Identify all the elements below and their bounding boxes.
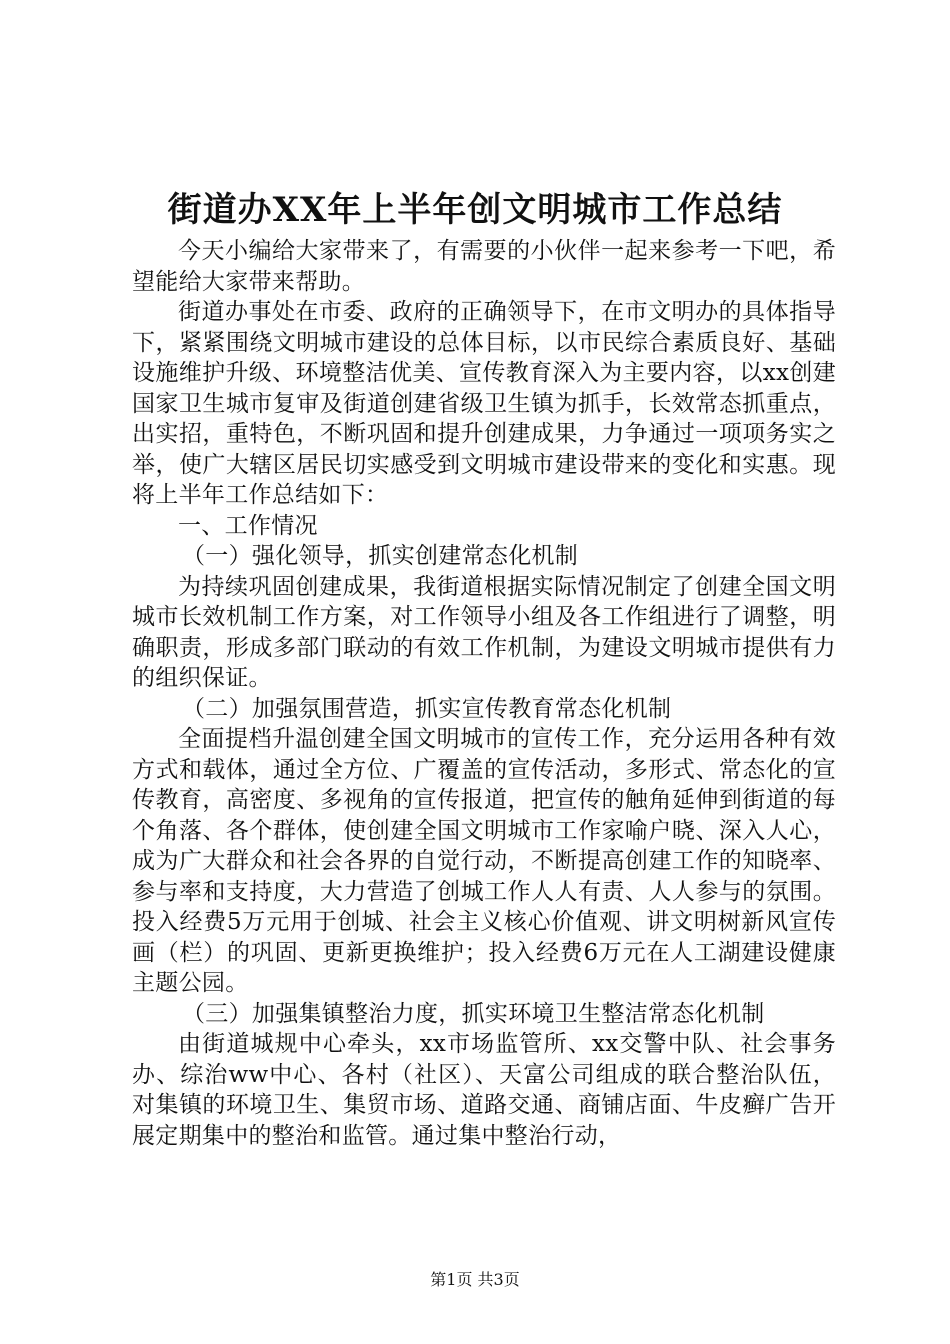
subsection-heading-3: （三）加强集镇整治力度，抓实环境卫生整洁常态化机制: [182, 1000, 765, 1027]
section-heading-work-status: 一、工作情况: [178, 512, 318, 539]
subsection-heading-2: （二）加强氛围营造，抓实宣传教育常态化机制: [182, 695, 672, 722]
paragraph-overview: 街道办事处在市委、政府的正确领导下，在市文明办的具体指导下，紧紧围绕文明城市建设的总体目标，以市民综合素质良好、基础设施维护升级、环境整洁优美、宣传教育深入为主要内容，以xx创建国家卫生城市复审及街道创建省级卫生镇为抓手，长效常态抓重点，出实招，重特色，不断巩固和提升创建成果，力争通过一项项务实之举，使广大辖区居民切实感受到文明城市建设带来的变化和实惠。现将上半年工作总结如下：: [132, 299, 836, 508]
document-title: 街道办XX年上半年创文明城市工作总结: [167, 190, 783, 230]
document-body: [132, 236, 836, 1151]
paragraph-environment: 由街道城规中心牵头，xx市场监管所、xx交警中队、社会事务办、综治ww中心、各村（社区）、天富公司组成的联合整治队伍，对集镇的环境卫生、集贸市场、道路交通、商铺店面、牛皮癣广告开展定期集中的整治和监管。通过集中整治行动，: [132, 1031, 836, 1149]
page-number-footer: 第1页 共3页: [430, 1270, 520, 1289]
paragraph-intro: 今天小编给大家带来了，有需要的小伙伴一起来参考一下吧，希望能给大家带来帮助。: [132, 238, 836, 295]
paragraph-publicity: 全面提档升温创建全国文明城市的宣传工作，充分运用各种有效方式和载体，通过全方位、广覆盖的宣传活动，多形式、常态化的宣传教育，高密度、多视角的宣传报道，把宣传的触角延伸到街道的每个角落、各个群体，使创建全国文明城市工作家喻户晓、深入人心，成为广大群众和社会各界的自觉行动，不断提高创建工作的知晓率、参与率和支持度，大力营造了创城工作人人有责、人人参与的氛围。投入经费5万元用于创城、社会主义核心价值观、讲文明树新风宣传画（栏）的巩固、更新更换维护；投入经费6万元在人工湖建设健康主题公园。: [132, 726, 836, 996]
paragraph-leadership: 为持续巩固创建成果，我街道根据实际情况制定了创建全国文明城市长效机制工作方案，对工作领导小组及各工作组进行了调整，明确职责，形成多部门联动的有效工作机制，为建设文明城市提供有力的组织保证。: [132, 573, 836, 691]
subsection-heading-1: （一）强化领导，抓实创建常态化机制: [182, 543, 579, 569]
